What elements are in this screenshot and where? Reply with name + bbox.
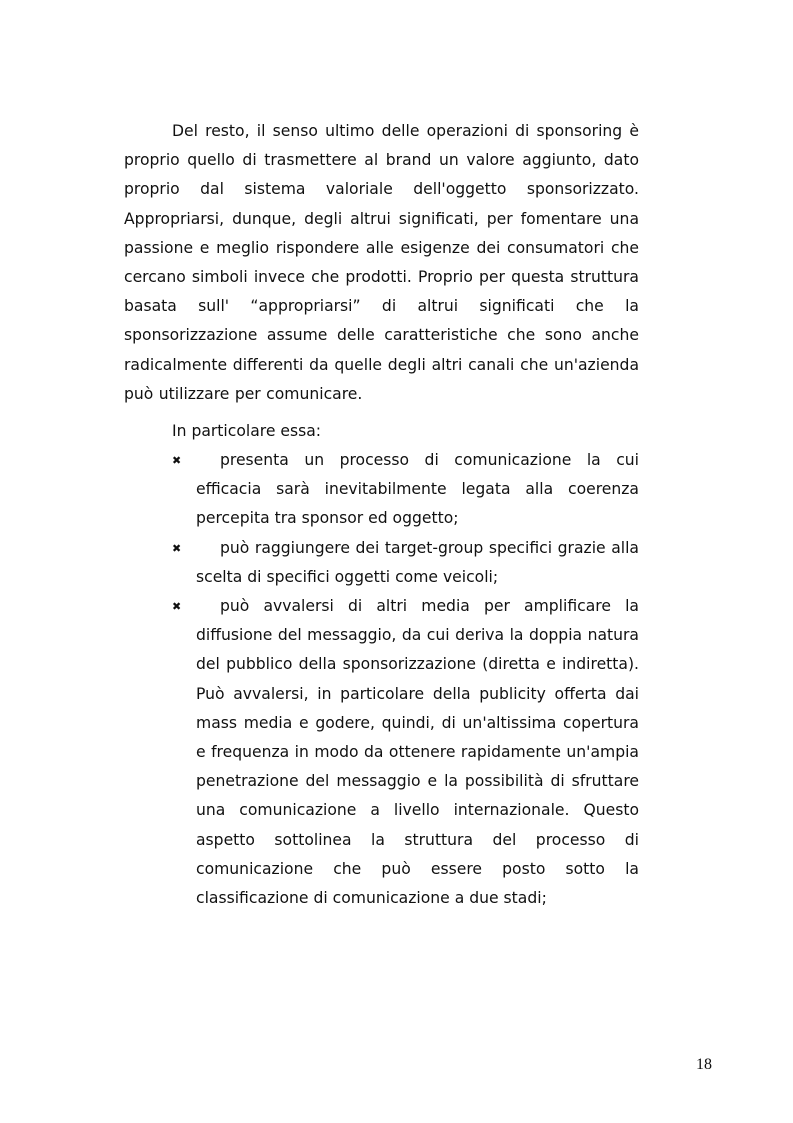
list-intro: In particolare essa: xyxy=(172,422,322,440)
x-bullet-icon: ✖ xyxy=(172,454,182,467)
list-item-text: può raggiungere dei target-group specifici grazie alla scelta di specifici oggetti come veicoli; xyxy=(196,538,639,586)
page-number: 18 xyxy=(696,1056,712,1073)
body-text xyxy=(124,117,639,409)
list-item xyxy=(172,534,639,592)
x-bullet-icon: ✖ xyxy=(172,600,182,614)
bullet-list xyxy=(172,446,639,913)
list-item-text: può avvalersi di altri media per amplificare la diffusione del messaggio, da cui deriva la doppia natura del pubblico della sponsorizzazione (diretta e indiretta). Può avvalersi, in particolare della publicity offerta dai mass media e godere, quindi, di un'altissima copertura e frequenza in modo da ottenere rapidamente un'ampia penetrazione del messaggio e la possibilità di sfruttare una comunicazione a livello internazionale. Questo aspetto sottolinea la struttura del processo di comunicazione che può essere posto sotto la classificazione di comunicazione a due stadi; xyxy=(196,597,639,908)
list-item-text: presenta un processo di comunicazione la cui efficacia sarà inevitabilmente legata alla coerenza percepita tra sponsor ed oggetto; xyxy=(196,451,639,528)
list-item xyxy=(172,446,639,534)
list-item xyxy=(172,592,639,913)
x-bullet-icon: ✖ xyxy=(172,541,182,555)
paragraph: Del resto, il senso ultimo delle operazioni di sponsoring è proprio quello di trasmettere al brand un valore aggiunto, dato proprio dal sistema valoriale dell'oggetto sponsorizzato. Appropriarsi, dunque, degli altrui significati, per fomentare una passione e meglio rispondere alle esigenze dei consumatori che cercano simboli invece che prodotti. Proprio per questa struttura basata sull' “appropriarsi” di altrui significati che la sponsorizzazione assume delle caratteristiche che sono anche radicalmente differenti da quelle degli altri canali che un'azienda può utilizzare per comunicare. xyxy=(124,122,639,403)
